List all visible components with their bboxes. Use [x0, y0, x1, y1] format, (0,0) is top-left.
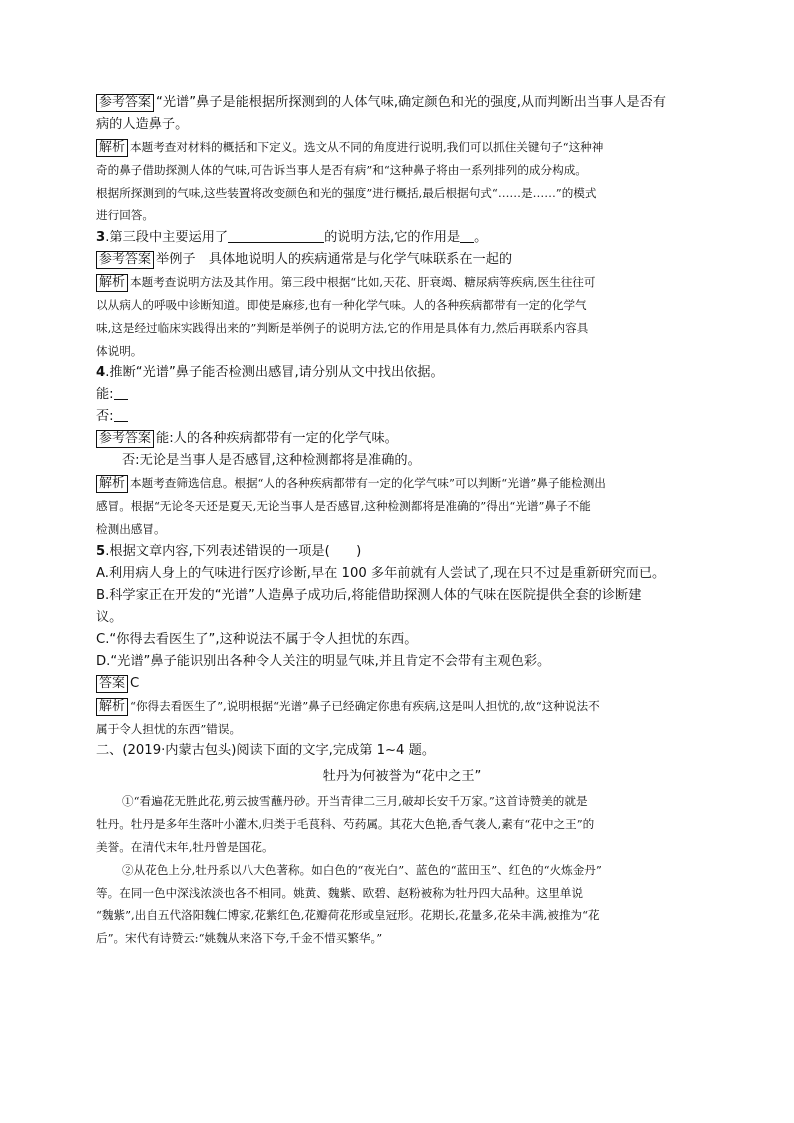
q3-stem-c: 。 [474, 230, 488, 246]
q3-blank-1 [228, 228, 324, 243]
q4-can-line [96, 384, 708, 406]
q4-analysis-line2: 感冒。根据“无论冬天还是夏天,无论当事人是否感冒,这种检测都将是准确的”得出“光谱”鼻子不能 [96, 499, 591, 514]
q3-number: 3 [96, 230, 106, 246]
q5-option-c: C.“你得去看医生了”,这种说法不属于令人担忧的东西。 [96, 631, 418, 647]
q2-analysis-line1 [96, 136, 708, 159]
q5-answer [96, 673, 708, 695]
answer-tag: 参考答案 [96, 251, 154, 269]
q3-stem-b: 的说明方法,它的作用是 [324, 230, 461, 246]
q3-stem-a: .第三段中主要运用了 [105, 230, 229, 246]
q5-option-d: D.“光谱”鼻子能识别出各种令人关注的明显气味,并且肯定不会带有主观色彩。 [96, 653, 551, 669]
q4-analysis-line1 [96, 472, 708, 495]
analysis-tag: 解析 [96, 698, 128, 716]
q4-answer-line1 [96, 428, 708, 450]
q4-stem-text: .推断“光谱”鼻子能否检测出感冒,请分别从文中找出依据。 [105, 365, 444, 381]
q5-stem [96, 541, 708, 563]
q5-option-b-line1: B.科学家正在开发的“光谱”人造鼻子成功后,将能借助探测人体的气味在医院提供全套的诊断建 [96, 587, 642, 603]
q3-blank-2 [460, 228, 474, 243]
q5-number: 5 [96, 543, 106, 559]
q3-answer-text: 举例子 具体地说明人的疾病通常是与化学气味联系在一起的 [156, 252, 513, 268]
q4-can-label: 能: [96, 387, 114, 403]
q4-cannot-label: 否: [96, 409, 114, 425]
q3-analysis-line2: 以从病人的呼吸中诊断知道。即使是麻疹,也有一种化学气味。人的各种疾病都带有一定的化学气 [96, 297, 587, 312]
article-title: 牡丹为何被誉为“花中之王” [322, 769, 482, 785]
q5-analysis-text: “你得去看医生了”,说明根据“光谱”鼻子已经确定你患有疾病,这是叫人担忧的,故“这种说法不 [130, 698, 600, 713]
q3-analysis-line4: 体说明。 [96, 343, 143, 358]
q5-option-a: A.利用病人身上的气味进行医疗诊断,早在 100 多年前就有人尝试了,现在只不过是重新研究而已。 [96, 565, 666, 581]
para1-line1: ①“看遍花无胜此花,剪云披雪蘸丹砂。开当青律二三月,破却长安千万家。”这首诗赞美的就是 [122, 794, 588, 809]
analysis-tag: 解析 [96, 139, 128, 157]
q3-analysis-line3: 味,这是经过临床实践得出来的”判断是举例子的说明方法,它的作用是具体有力,然后再联系内容具 [96, 320, 589, 335]
q5-analysis-line2: 属于令人担忧的东西”错误。 [96, 721, 242, 736]
q2-answer-line2: 病的人造鼻子。 [96, 117, 189, 132]
q2-analysis-text: 本题考查对材料的概括和下定义。选文从不同的角度进行说明,我们可以抓住关键句子“这种神 [130, 140, 604, 154]
section2-heading: 二、(2019·内蒙古包头)阅读下面的文字,完成第 1~4 题。 [96, 743, 436, 759]
q2-analysis-line4: 进行回答。 [96, 208, 154, 223]
q4-cannot-line [96, 406, 708, 428]
q4-can-blank [114, 385, 128, 400]
para1-line2: 牡丹。牡丹是多年生落叶小灌木,归类于毛茛科、芍药属。其花大色艳,香气袭人,素有“花中之王”的 [96, 817, 595, 832]
q5-stem-text: .根据文章内容,下列表述错误的一项是( ) [105, 543, 362, 559]
document-page [96, 92, 708, 950]
answer-tag: 答案 [96, 675, 128, 693]
q2-answer-text: “光谱”鼻子是能根据所探测到的人体气味,确定颜色和光的强度,从而判断出当事人是否有 [156, 95, 666, 110]
q5-answer-text: C [130, 675, 140, 691]
q4-analysis-text: 本题考查筛选信息。根据“人的各种疾病都带有一定的化学气味”可以判断“光谱”鼻子能检测出 [130, 476, 606, 491]
q4-answer-text-1: 能:人的各种疾病都带有一定的化学气味。 [156, 431, 398, 447]
q4-analysis-line3: 检测出感冒。 [96, 521, 166, 536]
q3-analysis-line1 [96, 271, 708, 294]
q2-analysis-line3: 根据所探测到的气味,这些装置将改变颜色和光的强度”进行概括,最后根据句式“……是……”的模式 [96, 185, 597, 200]
para2-line1: ②从花色上分,牡丹系以八大色著称。如白色的“夜光白”、蓝色的“蓝田玉”、红色的“火炼金丹” [122, 862, 602, 877]
q4-cannot-blank [114, 407, 128, 422]
q2-analysis-line2: 奇的鼻子借助探测人体的气味,可告诉当事人是否有病”和“这种鼻子将由一系列排列的成分构成。 [96, 162, 587, 177]
para1-line3: 美誉。在清代末年,牡丹曾是国花。 [96, 839, 274, 854]
q4-answer-line2: 否:无论是当事人是否感冒,这种检测都将是准确的。 [122, 453, 421, 469]
answer-tag: 参考答案 [96, 430, 154, 448]
q3-analysis-text: 本题考查说明方法及其作用。第三段中根据“比如,天花、肝衰竭、糖尿病等疾病,医生往往可 [130, 275, 596, 290]
para2-line3: “魏紫”,出自五代洛阳魏仁博家,花紫红色,花瓣荷花形或皇冠形。花期长,花量多,花朵丰满,被推为“花 [96, 908, 600, 923]
q2-answer-line1 [96, 92, 708, 114]
analysis-tag: 解析 [96, 274, 128, 292]
q5-option-b-line2: 议。 [96, 609, 123, 625]
answer-tag: 参考答案 [96, 94, 154, 112]
q4-stem [96, 362, 708, 384]
q3-answer [96, 249, 708, 271]
para2-line4: 后”。宋代有诗赞云:“姚魏从来洛下夸,千金不惜买繁华。” [96, 931, 383, 946]
para2-line2: 等。在同一色中深浅浓淡也各不相同。姚黄、魏紫、欧碧、赵粉被称为牡丹四大品种。这里单说 [96, 885, 583, 900]
analysis-tag: 解析 [96, 475, 128, 493]
q5-analysis-line1 [96, 695, 708, 718]
q4-number: 4 [96, 365, 106, 381]
q3-stem [96, 227, 708, 249]
